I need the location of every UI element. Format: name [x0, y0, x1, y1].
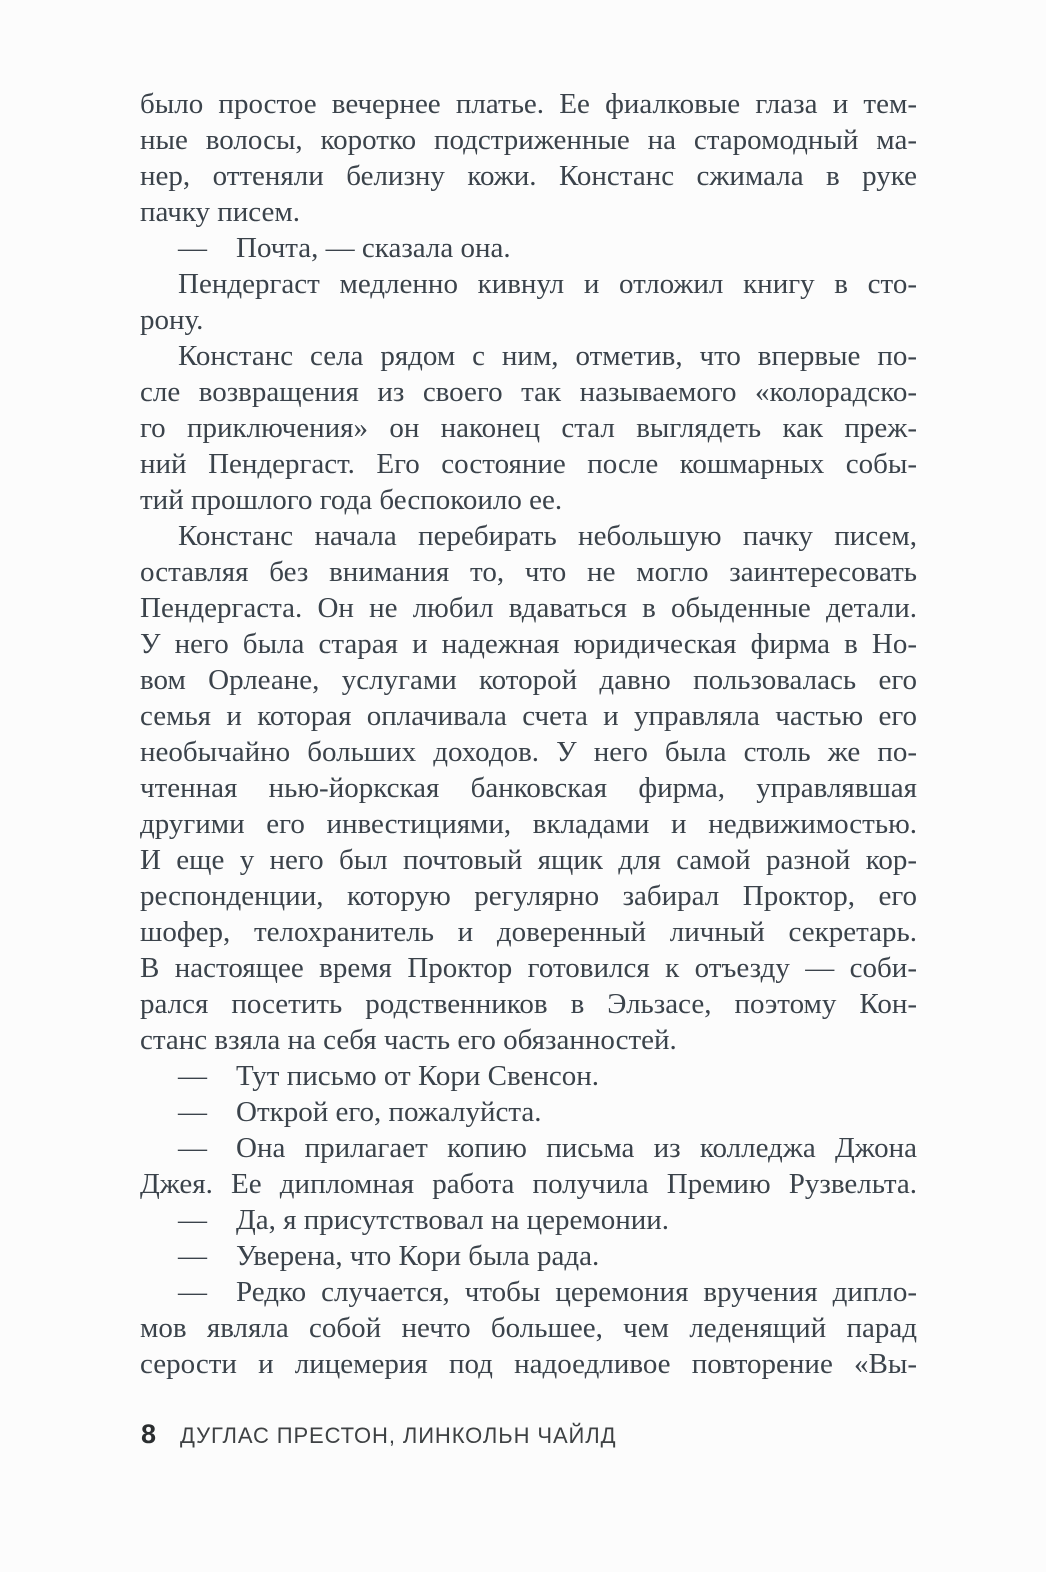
text-line: В настоящее время Проктор готовился к отъезду — соби-: [140, 952, 917, 984]
paragraph: [140, 230, 917, 266]
text-line: И еще у него был почтовый ящик для самой разной кор-: [140, 844, 917, 876]
text-line: — Редко случается, чтобы церемония вручения дипло-: [178, 1276, 917, 1308]
text-line: другими его инвестициями, вкладами и недвижимостью.: [140, 808, 917, 840]
text-line: шофер, телохранитель и доверенный личный секретарь.: [140, 916, 917, 948]
paragraph: [140, 1238, 917, 1274]
text-line: респонденции, которую регулярно забирал Проктор, его: [140, 880, 917, 912]
paragraph: [140, 86, 917, 230]
text-line: чтенная нью-йоркская банковская фирма, управлявшая: [140, 772, 917, 804]
text-line: Констанс начала перебирать небольшую пачку писем,: [178, 520, 917, 552]
paragraph: [140, 518, 917, 1058]
text-line: пачку писем.: [140, 196, 300, 228]
text-line: семья и которая оплачивала счета и управляла частью его: [140, 700, 917, 732]
text-line: ные волосы, коротко подстриженные на старомодный ма-: [140, 124, 917, 156]
page-number: 8: [141, 1419, 157, 1449]
text-line: сле возвращения из своего так называемого «колорадско-: [140, 376, 917, 408]
paragraph: [140, 338, 917, 518]
text-line: вом Орлеане, услугами которой давно пользовалась его: [140, 664, 917, 696]
page-footer: [141, 1419, 921, 1450]
paragraph: [140, 1094, 917, 1130]
text-line: рону.: [140, 304, 204, 336]
text-line: рался посетить родственников в Эльзасе, поэтому Кон-: [140, 988, 917, 1020]
text-line: тий прошлого года беспокоило ее.: [140, 484, 563, 516]
text-line: станс взяла на себя часть его обязанностей.: [140, 1024, 677, 1056]
text-line: Пендергаста. Он не любил вдаваться в обыденные детали.: [140, 592, 917, 624]
text-line: У него была старая и надежная юридическая фирма в Но-: [140, 628, 917, 660]
text-line: необычайно больших доходов. У него была столь же по-: [140, 736, 917, 768]
text-line: Констанс села рядом с ним, отметив, что впервые по-: [178, 340, 917, 372]
paragraph: [140, 1202, 917, 1238]
text-line: серости и лицемерия под надоедливое повторение «Вы-: [140, 1348, 917, 1380]
text-line: Джея. Ее дипломная работа получила Премию Рузвельта.: [140, 1168, 917, 1200]
paragraph: [140, 1058, 917, 1094]
paragraph: [140, 266, 917, 338]
paragraph: [140, 1130, 917, 1202]
text-line: оставляя без внимания то, что не могло заинтересовать: [140, 556, 917, 588]
text-line: го приключения» он наконец стал выглядеть как преж-: [140, 412, 917, 444]
text-line: мов являла собой нечто большее, чем леденящий парад: [140, 1312, 917, 1344]
text-line: Пендергаст медленно кивнул и отложил книгу в сто-: [178, 268, 917, 300]
text-line: нер, оттеняли белизну кожи. Констанс сжимала в руке: [140, 160, 917, 192]
text-line: — Она прилагает копию письма из колледжа Джона: [178, 1132, 917, 1164]
running-title: ДУГЛАС ПРЕСТОН, ЛИНКОЛЬН ЧАЙЛД: [180, 1423, 617, 1448]
text-line: — Да, я присутствовал на церемонии.: [178, 1204, 670, 1236]
text-line: — Почта, — сказала она.: [178, 232, 511, 264]
text-line: — Уверена, что Кори была рада.: [178, 1240, 600, 1272]
text-line: — Тут письмо от Кори Свенсон.: [178, 1060, 600, 1092]
text-line: ний Пендергаст. Его состояние после кошмарных собы-: [140, 448, 917, 480]
body-text: [140, 86, 917, 1382]
paragraph: [140, 1274, 917, 1382]
text-line: — Открой его, пожалуйста.: [178, 1096, 542, 1128]
text-line: было простое вечернее платье. Ее фиалковые глаза и тем-: [140, 88, 917, 120]
